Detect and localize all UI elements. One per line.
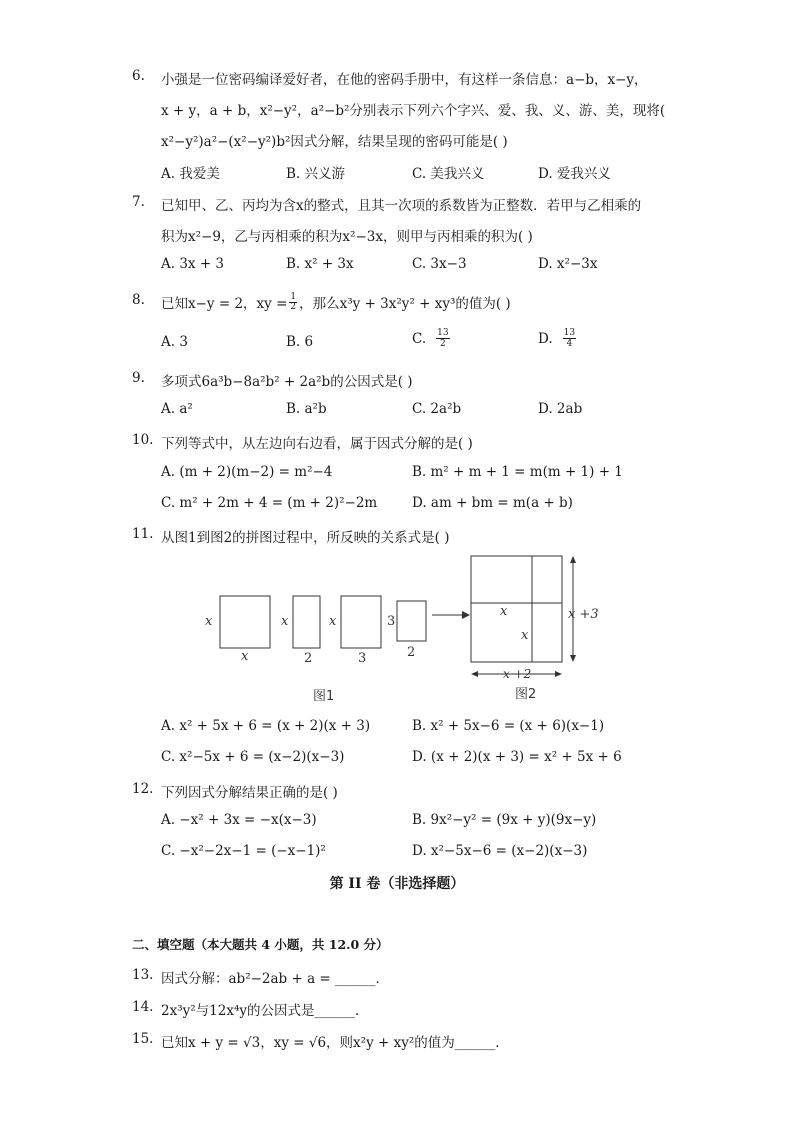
arrow-head [462,611,470,619]
q7-number: 7. [132,194,145,210]
q10-number: 10. [132,432,154,448]
rect-3-by-2 [397,601,426,641]
q7-option-b[interactable]: B. x² + 3x [286,256,354,272]
q9-text-line1: 多项式6a³b−8a²b² + 2a²b的公因式是( ) [161,374,413,390]
q8-option-d[interactable] [538,328,576,349]
q7-option-a[interactable]: A. 3x + 3 [161,256,225,272]
q8-option-c-letter: C. [412,330,427,347]
q6-text-line1: 小强是一位密码编译爱好者，在他的密码手册中，有这样一条信息：a−b，x−y， [161,72,648,88]
q12-option-c[interactable]: C. −x²−2x−1 = (−x−1)² [161,843,326,859]
rect-x-by-2 [293,596,320,648]
q11-text-line1: 从图1到图2的拼图过程中，所反映的关系式是( ) [161,530,450,546]
q8-option-c-num: 13 [437,328,449,338]
q12-option-b[interactable]: B. 9x²−y² = (9x + y)(9x−y) [412,812,597,828]
q8-text-line1 [161,292,511,312]
q9-option-d[interactable]: D. 2ab [538,401,583,417]
dim-right-arrow-top [570,556,576,563]
fig2-label-x-top: x [500,604,508,619]
q10-option-d[interactable]: D. am + bm = m(a + b) [412,495,573,511]
q8-text-part2: ，那么x³y + 3x²y² + xy³的值为( ) [299,296,511,312]
q9-option-c[interactable]: C. 2a²b [412,401,462,417]
q14-number: 14. [132,999,154,1015]
q8-option-d-fraction [563,328,576,349]
label-x-bottom: x [241,649,249,664]
q8-fraction-num: 1 [290,291,297,302]
fig2-label-x-right: x [521,628,529,643]
q8-fraction [289,293,297,312]
q13-text-line1: 因式分解：ab²−2ab + a = ______． [161,971,390,987]
q11-option-a[interactable]: A. x² + 5x + 6 = (x + 2)(x + 3) [161,718,371,734]
label-three-1: 3 [358,651,367,666]
q12-number: 12. [132,781,154,797]
label-three-2: 3 [387,614,396,629]
q8-option-a[interactable]: A. 3 [161,334,188,350]
q15-text-line1: 已知x + y = √3，xy = √6，则x²y + xy²的值为______． [161,1035,509,1051]
q6-option-c[interactable]: C. 美我兴义 [412,166,485,182]
q6-text-line3: x²−y²)a²−(x²−y²)b²因式分解，结果呈现的密码可能是( ) [161,134,508,150]
q15-number: 15. [132,1031,154,1047]
dim-bottom-arrow-right [555,671,562,677]
label-two-2: 2 [407,645,416,660]
q12-option-a[interactable]: A. −x² + 3x = −x(x−3) [161,812,317,828]
q11-option-b[interactable]: B. x² + 5x−6 = (x + 6)(x−1) [412,718,605,734]
q8-fraction-den: 2 [290,301,297,312]
label-two-1: 2 [304,651,313,666]
label-x-third: x [329,614,337,629]
q8-option-d-den: 4 [566,339,573,349]
q13-number: 13. [132,967,154,983]
q7-text-line1: 已知甲、乙、丙均为含x的整式，且其一次项的系数皆为正整数．若甲与乙相乘的 [161,198,642,214]
q14-text-line1: 2x³y²与12x⁴y的公因式是______． [161,1003,369,1019]
part2-title: 第 II 卷（非选择题） [329,876,465,892]
q11-figure [190,552,610,708]
q6-option-a[interactable]: A. 我爱美 [161,166,220,182]
rect-x-by-3 [341,596,381,648]
q9-option-a[interactable]: A. a² [161,401,193,417]
q6-option-b[interactable]: B. 兴义游 [286,166,346,182]
q8-text-part1: 已知x−y = 2，xy = [161,296,288,312]
q8-option-d-letter: D. [538,330,553,347]
big-rect [471,556,562,662]
square-x-by-x [220,596,270,648]
q8-option-c-fraction [436,328,449,349]
q11-option-d[interactable]: D. (x + 2)(x + 3) = x² + 5x + 6 [412,749,622,765]
q12-option-d[interactable]: D. x²−5x−6 = (x−2)(x−3) [412,843,588,859]
q6-option-d[interactable]: D. 爱我兴义 [538,166,611,182]
caption-fig2: 图2 [515,687,537,702]
q10-option-c[interactable]: C. m² + 2m + 4 = (m + 2)²−2m [161,495,378,511]
q8-option-b[interactable]: B. 6 [286,334,314,350]
q9-option-b[interactable]: B. a²b [286,401,327,417]
q8-option-c-den: 2 [440,339,446,349]
q7-text-line2: 积为x²−9，乙与丙相乘的积为x²−3x，则甲与丙相乘的积为( ) [161,229,533,245]
fig2-label-bottom: x +2 [503,667,532,681]
q12-text-line1: 下列因式分解结果正确的是( ) [161,785,338,801]
fig2-label-right: x +3 [568,607,599,622]
q8-number: 8. [132,292,145,308]
section2-heading: 二、填空题（本大题共 4 小题，共 12.0 分） [132,937,389,952]
q9-number: 9. [132,370,145,386]
q8-option-d-num: 13 [563,328,576,338]
q10-option-a[interactable]: A. (m + 2)(m−2) = m²−4 [161,464,333,480]
q6-text-line2: x + y，a + b，x²−y²，a²−b²分别表示下列六个字兴、爱、我、义、游、美，现将( [161,103,666,119]
caption-fig1: 图1 [313,689,335,704]
label-x-mid: x [281,614,289,629]
q6-number: 6. [132,68,145,84]
q11-number: 11. [132,526,154,542]
q11-option-c[interactable]: C. x²−5x + 6 = (x−2)(x−3) [161,749,345,765]
q7-option-c[interactable]: C. 3x−3 [412,256,467,272]
label-x-left: x [205,614,213,629]
q10-text-line1: 下列等式中，从左边向右边看，属于因式分解的是( ) [161,436,473,452]
q10-option-b[interactable]: B. m² + m + 1 = m(m + 1) + 1 [412,464,623,480]
q7-option-d[interactable]: D. x²−3x [538,256,598,272]
dim-right-arrow-bottom [570,655,576,662]
dim-bottom-arrow-left [471,671,478,677]
q8-option-c[interactable] [412,328,450,349]
